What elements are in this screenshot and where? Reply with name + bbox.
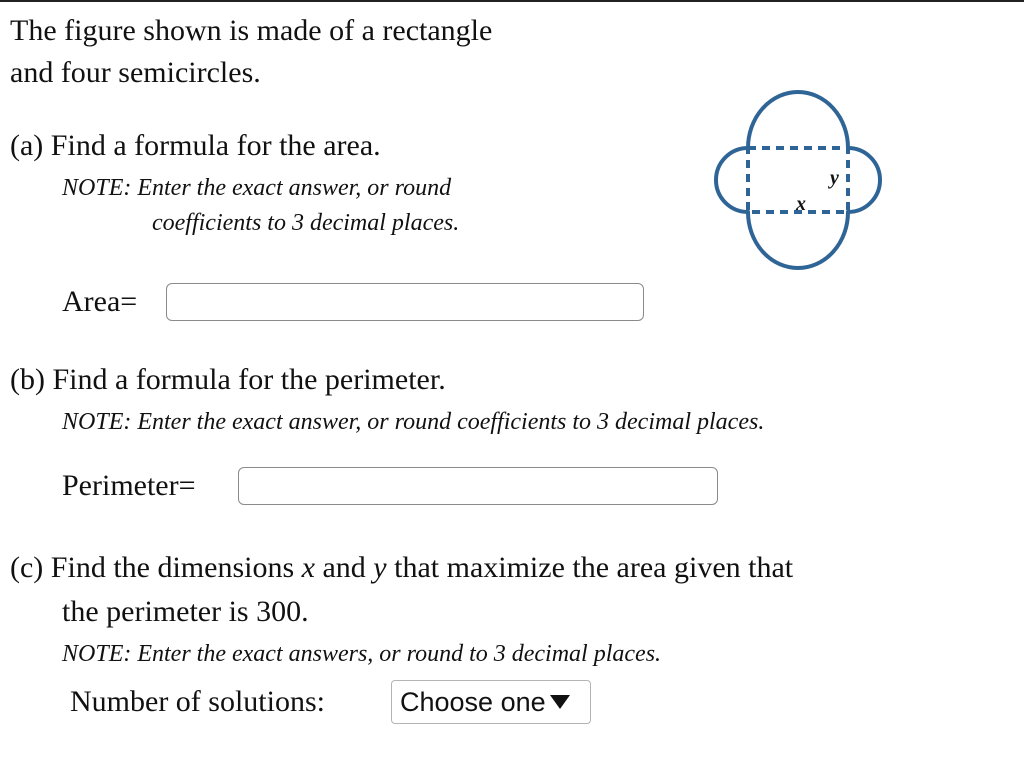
part-c-prompt-start: (c) Find the dimensions xyxy=(10,551,302,584)
part-c-prompt-and: and xyxy=(314,551,374,584)
top-semicircle xyxy=(748,92,848,148)
part-b-prompt: (b) Find a formula for the perimeter. xyxy=(10,363,446,396)
part-a-note-line-1: NOTE: Enter the exact answer, or round xyxy=(62,175,452,201)
solutions-dropdown[interactable] xyxy=(391,680,591,724)
right-semicircle xyxy=(848,148,880,212)
part-a-prompt: (a) Find a formula for the area. xyxy=(10,129,381,162)
perimeter-input[interactable] xyxy=(238,467,718,505)
variable-y: y xyxy=(373,551,387,584)
rectangle-semicircles-figure xyxy=(700,86,900,276)
x-dimension-label: x xyxy=(796,193,806,215)
part-c-prompt-end: that maximize the area given that xyxy=(386,551,794,584)
triangle-down-icon xyxy=(550,695,570,709)
y-dimension-label: y xyxy=(830,167,839,189)
intro-line-2: and four semicircles. xyxy=(10,56,261,89)
bottom-semicircle xyxy=(748,212,848,268)
part-b-note: NOTE: Enter the exact answer, or round coefficients to 3 decimal places. xyxy=(62,409,765,435)
left-semicircle xyxy=(716,148,748,212)
area-label: Area= xyxy=(62,285,138,318)
part-c-prompt xyxy=(10,548,793,588)
solutions-label: Number of solutions: xyxy=(70,685,325,718)
part-c-note: NOTE: Enter the exact answers, or round to 3 decimal places. xyxy=(62,641,662,667)
solutions-dropdown-value: Choose one xyxy=(400,686,546,717)
variable-x: x xyxy=(301,551,315,584)
intro-line-1: The figure shown is made of a rectangle xyxy=(10,14,493,47)
part-c-prompt-line-2: the perimeter is 300. xyxy=(62,595,309,628)
top-divider xyxy=(0,0,1024,2)
perimeter-label: Perimeter= xyxy=(62,469,196,502)
part-a-note-line-2: coefficients to 3 decimal places. xyxy=(152,210,460,236)
area-input[interactable] xyxy=(166,283,644,321)
